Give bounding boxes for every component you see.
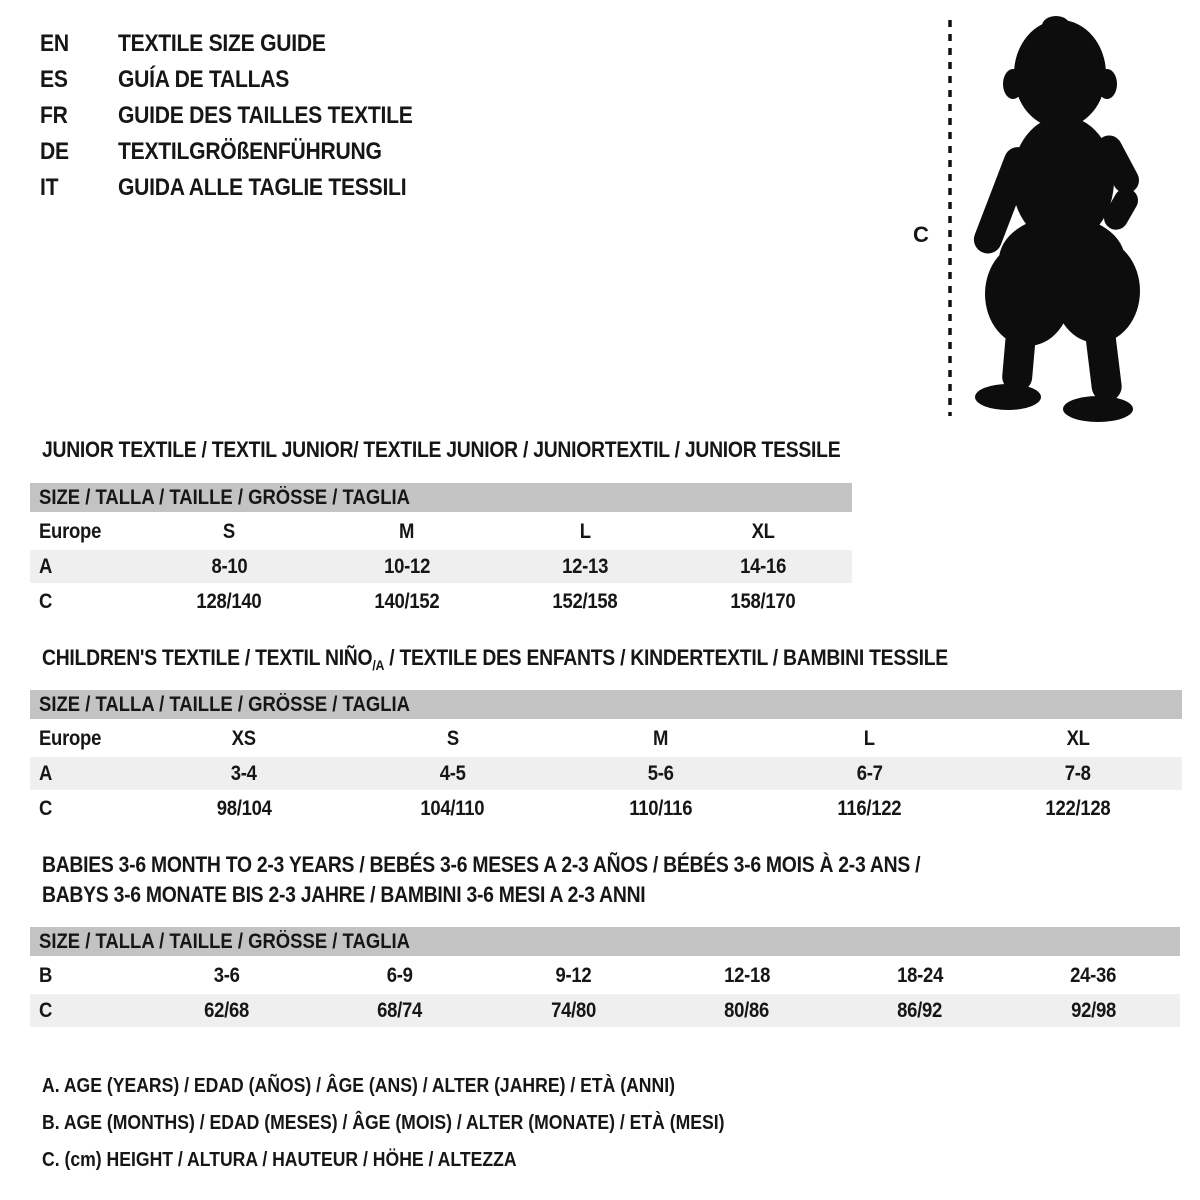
size-cell: XL <box>1066 726 1090 750</box>
height-cell: 68/74 <box>377 998 423 1022</box>
age-cell: 10-12 <box>384 554 430 578</box>
height-cell: 140/152 <box>374 589 440 613</box>
row-label-cell: C <box>39 998 53 1022</box>
table-row-c <box>30 994 1180 1027</box>
row-label-cell: C <box>39 796 53 820</box>
language-title-label: GUÍA DE TALLAS <box>118 66 290 93</box>
babies-size-table <box>30 927 1180 1029</box>
age-cell: 3-4 <box>231 761 258 785</box>
row-label-cell: Europe <box>39 726 102 750</box>
age-cell: 9-12 <box>555 963 592 987</box>
language-title-label: GUIDE DES TAILLES TEXTILE <box>118 102 413 129</box>
height-cell: 152/158 <box>552 589 618 613</box>
size-header-bar: SIZE / TALLA / TAILLE / GRÖSSE / TAGLIA <box>30 690 1182 719</box>
language-code-label: EN <box>40 30 69 57</box>
height-cell: 128/140 <box>196 589 262 613</box>
age-cell: 6-7 <box>856 761 883 785</box>
age-cell: 4-5 <box>439 761 466 785</box>
language-code-label: ES <box>40 66 68 93</box>
age-cell: 8-10 <box>211 554 247 578</box>
table-row-europe <box>30 722 1182 755</box>
size-cell: M <box>653 726 669 750</box>
table-row-c <box>30 792 1182 825</box>
language-row <box>40 98 453 134</box>
legend <box>42 1068 818 1179</box>
table-row-europe <box>30 515 852 548</box>
language-row <box>40 170 453 206</box>
height-cell: 104/110 <box>420 796 485 820</box>
language-code-label: DE <box>40 138 69 165</box>
size-cell: S <box>446 726 459 750</box>
size-cell: XS <box>232 726 257 750</box>
age-cell: 14-16 <box>740 554 786 578</box>
row-label-cell: A <box>39 761 53 785</box>
table-row-b <box>30 959 1180 992</box>
age-cell: 12-13 <box>562 554 608 578</box>
size-cell: XL <box>751 519 775 543</box>
babies-section-title: BABIES 3-6 MONTH TO 2-3 YEARS / BEBÉS 3-6 MESES A 2-3 AÑOS / BÉBÉS 3-6 MOIS À 2-3 ANS / BABYS 3-6 MONATE BIS 2-3 JAHRE / BAMBINI 3-6 MESI A 2-3 ANNI <box>42 852 921 907</box>
language-title-label: TEXTILE SIZE GUIDE <box>118 30 326 57</box>
size-header-bar: SIZE / TALLA / TAILLE / GRÖSSE / TAGLIA <box>30 927 1180 956</box>
age-cell: 5-6 <box>648 761 674 785</box>
children-section-title: CHILDREN'S TEXTILE / TEXTIL $NIÑO_{/A}$ / TEXTILE DES ENFANTS / KINDERTEXTIL / BAMBINI TESSILE <box>42 645 948 673</box>
height-cell: 116/122 <box>837 796 902 820</box>
size-cell: L <box>579 519 591 543</box>
legend-line-a: A. AGE (YEARS) / EDAD (AÑOS) / ÂGE (ANS) / ALTER (JAHRE) / ETÀ (ANNI) <box>42 1075 675 1097</box>
height-cell: 86/92 <box>897 998 943 1022</box>
height-cell: 80/86 <box>724 998 770 1022</box>
height-measure-label: C <box>913 222 929 247</box>
height-cell: 158/170 <box>730 589 796 613</box>
language-title-label: TEXTILGRÖßENFÜHRUNG <box>118 138 382 165</box>
height-cell: 98/104 <box>216 796 272 820</box>
language-row <box>40 134 453 170</box>
height-cell: 92/98 <box>1070 998 1116 1022</box>
size-cell: L <box>863 726 875 750</box>
age-cell: 7-8 <box>1064 761 1091 785</box>
height-cell: 122/128 <box>1045 796 1111 820</box>
toddler-silhouette-icon <box>900 10 1156 422</box>
size-cell: S <box>222 519 236 543</box>
height-cell: 74/80 <box>550 998 596 1022</box>
row-label-cell: A <box>39 554 53 578</box>
size-header-bar: SIZE / TALLA / TAILLE / GRÖSSE / TAGLIA <box>30 483 852 512</box>
row-label-cell: Europe <box>39 519 102 543</box>
age-cell: 6-9 <box>387 963 413 987</box>
size-cell: M <box>399 519 415 543</box>
language-code-label: FR <box>40 102 68 129</box>
table-row-c <box>30 585 852 618</box>
age-cell: 24-36 <box>1070 963 1117 987</box>
legend-line-b: B. AGE (MONTHS) / EDAD (MESES) / ÂGE (MOIS) / ALTER (MONATE) / ETÀ (MESI) <box>42 1112 725 1134</box>
age-cell: 12-18 <box>723 963 770 987</box>
language-row <box>40 62 453 98</box>
age-cell: 18-24 <box>896 963 943 987</box>
junior-section-title: JUNIOR TEXTILE / TEXTIL JUNIOR/ TEXTILE JUNIOR / JUNIORTEXTIL / JUNIOR TESSILE <box>42 437 841 462</box>
language-code-label: IT <box>40 174 59 201</box>
legend-line-c: C. (cm) HEIGHT / ALTURA / HAUTEUR / HÖHE / ALTEZZA <box>42 1149 517 1171</box>
children-size-table <box>30 690 1182 827</box>
row-label-cell: C <box>39 589 53 613</box>
language-title-list <box>40 26 453 206</box>
junior-size-table <box>30 483 852 620</box>
table-row-a <box>30 757 1182 790</box>
age-cell: 3-6 <box>213 963 240 987</box>
toddler-figure <box>970 16 1144 422</box>
language-row <box>40 26 453 62</box>
row-label-cell: B <box>39 963 53 987</box>
table-row-a <box>30 550 852 583</box>
height-cell: 62/68 <box>204 998 250 1022</box>
height-cell: 110/116 <box>629 796 693 820</box>
language-title-label: GUIDA ALLE TAGLIE TESSILI <box>118 174 407 201</box>
